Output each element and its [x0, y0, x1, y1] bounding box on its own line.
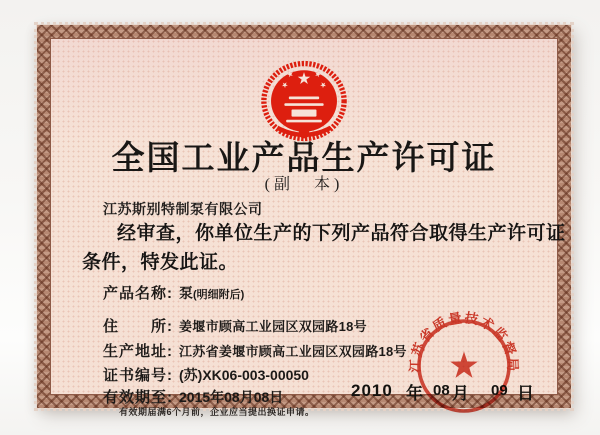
address-label: 住 所:: [103, 318, 173, 335]
product-name-label: 产品名称:: [103, 285, 173, 302]
seal-star-icon: [450, 352, 478, 378]
official-seal: [405, 307, 523, 430]
statement-line-2: 条件，特发此证。: [82, 252, 239, 273]
issue-day-unit: 日: [517, 384, 534, 403]
production-address-label: 生产地址:: [103, 343, 173, 360]
statement-line-1: 经审查，你单位生产的下列产品符合取得生产许可证: [117, 223, 566, 244]
valid-until-label: 有效期至:: [103, 389, 173, 406]
company-name: 江苏斯别特制泵有限公司: [103, 201, 263, 217]
issue-month-unit: 月: [452, 384, 469, 403]
production-address-value: 江苏省姜堰市顾高工业园区双园路18号: [179, 344, 407, 359]
certificate-title: 全国工业产品生产许可证: [111, 141, 497, 177]
seal-text: 江苏省质量技术监督局: [407, 310, 521, 373]
certificate-number-label: 证书编号:: [103, 367, 173, 384]
field-production-address: [103, 340, 407, 361]
issue-day: 09: [491, 382, 508, 399]
product-name-value: 泵: [179, 285, 193, 301]
certificate-sheet: [37, 25, 571, 417]
certificate-paper: [50, 38, 566, 417]
certificate-subtitle: (副 本): [264, 176, 344, 193]
renewal-note: 有效期届满6个月前，企业应当提出换证申请。: [119, 407, 315, 417]
issue-year-unit: 年: [406, 384, 423, 403]
certificate-number-value: (苏)XK06-003-00050: [179, 367, 309, 383]
field-product-name: [103, 282, 244, 303]
product-name-note: (明细附后): [193, 289, 245, 301]
address-value: 姜堰市顾高工业园区双园路18号: [179, 319, 367, 334]
field-address: [103, 315, 367, 336]
issue-month: 08: [433, 382, 450, 399]
valid-until-value: 2015年08月08日: [179, 389, 284, 405]
issue-year: 2010: [351, 381, 393, 400]
